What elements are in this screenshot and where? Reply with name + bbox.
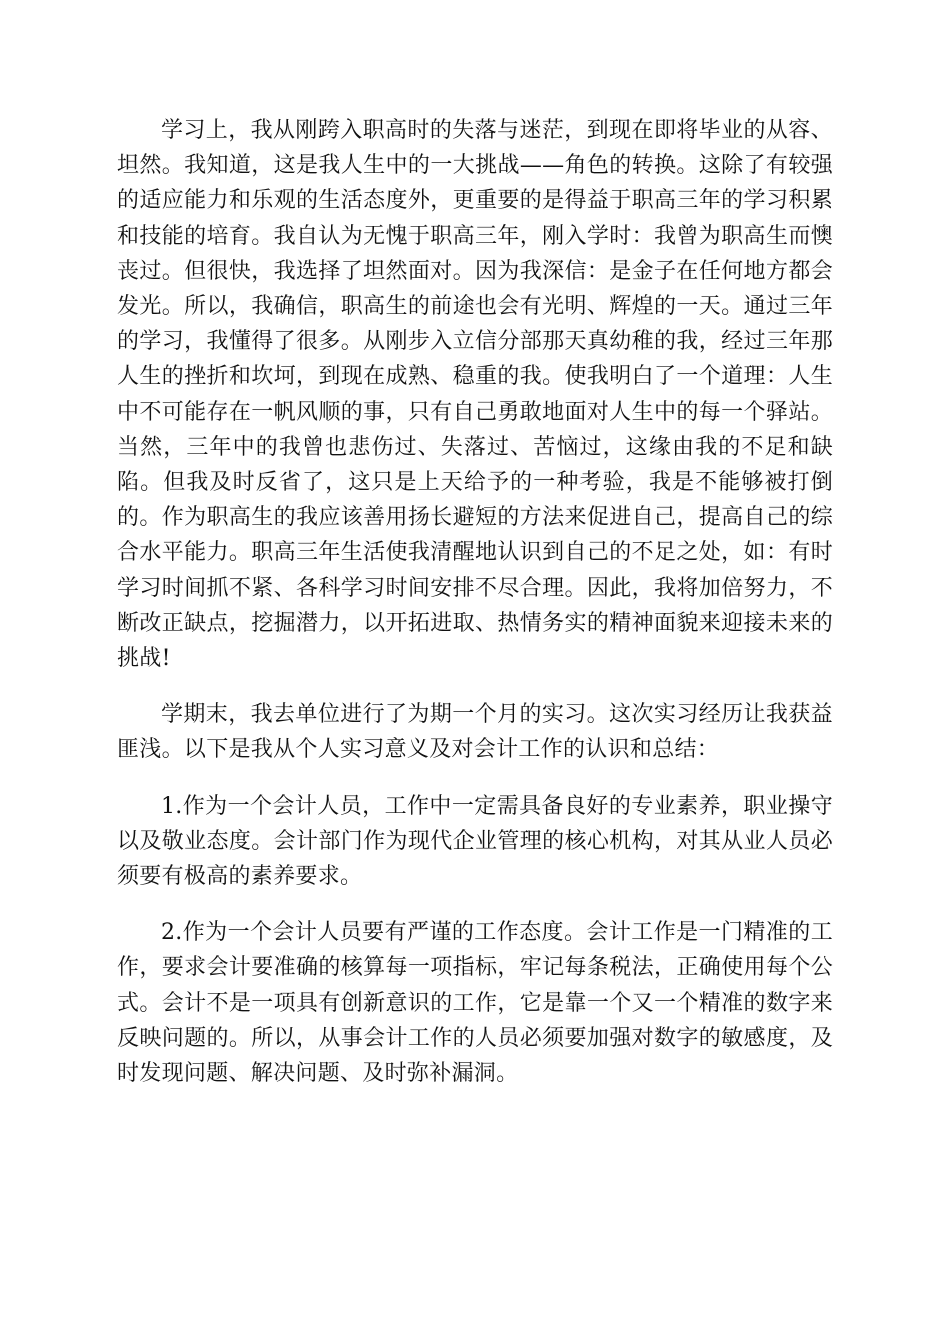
paragraph-point-1: 1.作为一个会计人员，工作中一定需具备良好的专业素养，职业操守以及敬业态度。会计部门作为现代企业管理的核心机构，对其从业人员必须要有极高的素养要求。 bbox=[117, 793, 833, 890]
paragraph-point-2: 2.作为一个会计人员要有严谨的工作态度。会计工作是一门精准的工作，要求会计要准确的核算每一项指标，牢记每条税法，正确使用每个公式。会计不是一项具有创新意识的工作，它是靠一个又一个精准的数字来反映问题的。所以，从事会计工作的人员必须要加强对数字的敏感度，及时发现问题、解决问题、及时弥补漏洞。 bbox=[117, 920, 833, 1087]
document-page bbox=[117, 113, 833, 1112]
paragraph-study-reflection: 学习上，我从刚跨入职高时的失落与迷茫，到现在即将毕业的从容、坦然。我知道，这是我人生中的一大挑战——角色的转换。这除了有较强的适应能力和乐观的生活态度外，更重要的是得益于职高三年的学习积累和技能的培育。我自认为无愧于职高三年，刚入学时：我曾为职高生而懊丧过。但很快，我选择了坦然面对。因为我深信：是金子在任何地方都会发光。所以，我确信，职高生的前途也会有光明、辉煌的一天。通过三年的学习，我懂得了很多。从刚步入立信分部那天真幼稚的我，经过三年那人生的挫折和坎坷，到现在成熟、稳重的我。使我明白了一个道理：人生中不可能存在一帆风顺的事，只有自己勇敢地面对人生中的每一个驿站。当然，三年中的我曾也悲伤过、失落过、苦恼过，这缘由我的不足和缺陷。但我及时反省了，这只是上天给予的一种考验，我是不能够被打倒的。作为职高生的我应该善用扬长避短的方法来促进自己，提高自己的综合水平能力。职高三年生活使我清醒地认识到自己的不足之处，如：有时学习时间抓不紧、各科学习时间安排不尽合理。因此，我将加倍努力，不断改正缺点，挖掘潜力，以开拓进取、热情务实的精神面貌来迎接未来的挑战! bbox=[117, 118, 833, 672]
paragraph-internship-intro: 学期末，我去单位进行了为期一个月的实习。这次实习经历让我获益匪浅。以下是我从个人实习意义及对会计工作的认识和总结： bbox=[117, 702, 833, 763]
